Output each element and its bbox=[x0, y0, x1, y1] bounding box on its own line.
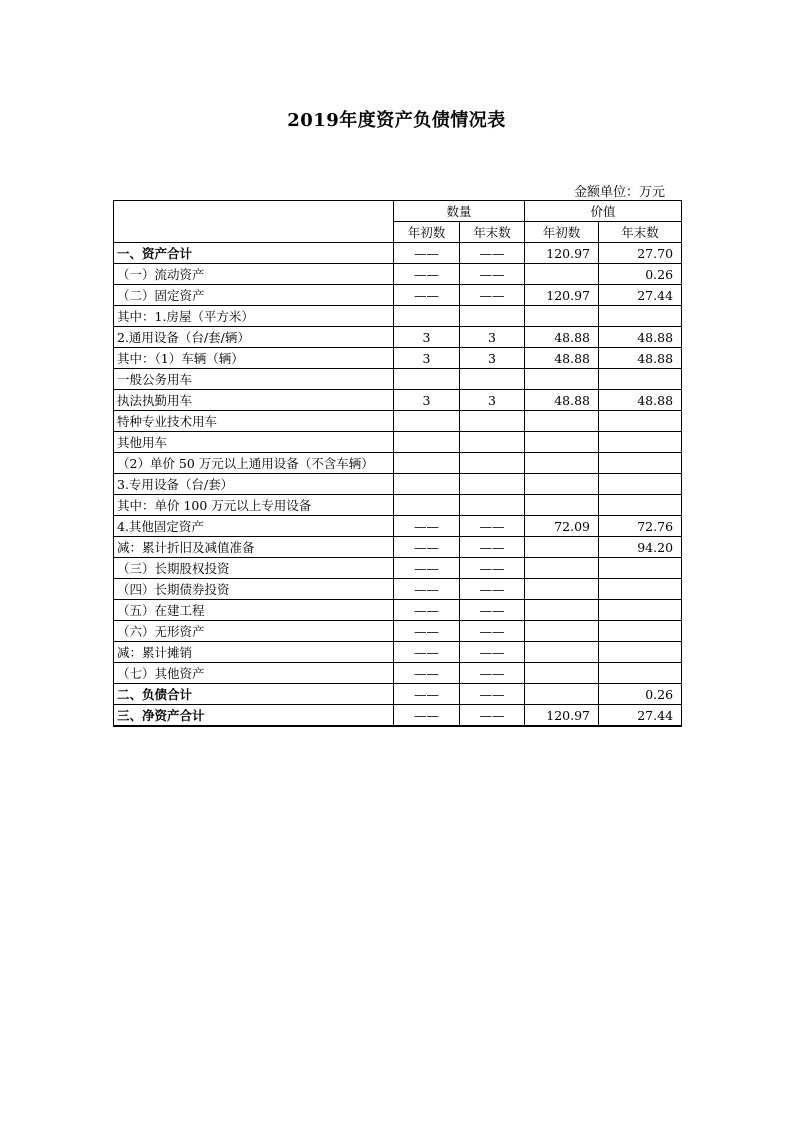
balance-sheet-table bbox=[113, 200, 682, 727]
table-row bbox=[114, 684, 682, 705]
val-end-cell bbox=[599, 495, 682, 516]
row-label: （四）长期债券投资 bbox=[114, 579, 394, 600]
val-end-cell bbox=[599, 369, 682, 390]
qty-end-cell: —— bbox=[460, 558, 525, 579]
qty-end-cell: 3 bbox=[460, 327, 525, 348]
row-label: 3.专用设备（台/套） bbox=[114, 474, 394, 495]
page-title: 2019年度资产负债情况表 bbox=[287, 110, 506, 131]
table-row bbox=[114, 285, 682, 306]
val-end-cell: 72.76 bbox=[599, 516, 682, 537]
table-row bbox=[114, 642, 682, 663]
val-end-cell: 94.20 bbox=[599, 537, 682, 558]
qty-end-cell: —— bbox=[460, 642, 525, 663]
val-begin-cell: 120.97 bbox=[525, 285, 599, 306]
header-blank-cell bbox=[114, 201, 394, 243]
row-label: 4.其他固定资产 bbox=[114, 516, 394, 537]
val-begin-cell bbox=[525, 411, 599, 432]
row-label: 减：累计摊销 bbox=[114, 642, 394, 663]
table-row bbox=[114, 705, 682, 727]
val-end-cell bbox=[599, 579, 682, 600]
qty-begin-cell bbox=[394, 495, 460, 516]
table-row bbox=[114, 243, 682, 264]
unit-label: 金额单位：万元 bbox=[573, 185, 665, 200]
table-row bbox=[114, 390, 682, 411]
table-row bbox=[114, 264, 682, 285]
val-end-cell bbox=[599, 642, 682, 663]
val-end-cell: 0.26 bbox=[599, 264, 682, 285]
table-row bbox=[114, 495, 682, 516]
val-begin-cell bbox=[525, 684, 599, 705]
table-row bbox=[114, 516, 682, 537]
header-qty-begin: 年初数 bbox=[394, 222, 460, 243]
val-begin-cell bbox=[525, 642, 599, 663]
qty-end-cell: —— bbox=[460, 537, 525, 558]
val-end-cell bbox=[599, 558, 682, 579]
val-begin-cell: 120.97 bbox=[525, 705, 599, 727]
row-label: 三、净资产合计 bbox=[114, 705, 394, 727]
table-row bbox=[114, 411, 682, 432]
qty-end-cell bbox=[460, 369, 525, 390]
qty-begin-cell: —— bbox=[394, 663, 460, 684]
row-label: 减：累计折旧及减值准备 bbox=[114, 537, 394, 558]
val-end-cell: 48.88 bbox=[599, 390, 682, 411]
qty-end-cell: —— bbox=[460, 516, 525, 537]
header-qty-end: 年末数 bbox=[460, 222, 525, 243]
qty-begin-cell: —— bbox=[394, 600, 460, 621]
row-label: （五）在建工程 bbox=[114, 600, 394, 621]
val-begin-cell bbox=[525, 558, 599, 579]
val-end-cell bbox=[599, 432, 682, 453]
row-label: 2.通用设备（台/套/辆） bbox=[114, 327, 394, 348]
row-label: 一、资产合计 bbox=[114, 243, 394, 264]
val-begin-cell bbox=[525, 432, 599, 453]
row-label: 其他用车 bbox=[114, 432, 394, 453]
qty-end-cell: 3 bbox=[460, 348, 525, 369]
table-row bbox=[114, 579, 682, 600]
val-end-cell bbox=[599, 411, 682, 432]
val-begin-cell: 72.09 bbox=[525, 516, 599, 537]
qty-begin-cell bbox=[394, 453, 460, 474]
table-row bbox=[114, 306, 682, 327]
val-begin-cell bbox=[525, 537, 599, 558]
table-row bbox=[114, 432, 682, 453]
qty-begin-cell: —— bbox=[394, 642, 460, 663]
val-end-cell bbox=[599, 453, 682, 474]
val-begin-cell bbox=[525, 663, 599, 684]
table-row bbox=[114, 474, 682, 495]
row-label: 其中：1.房屋（平方米） bbox=[114, 306, 394, 327]
val-begin-cell bbox=[525, 306, 599, 327]
qty-end-cell bbox=[460, 495, 525, 516]
qty-end-cell bbox=[460, 474, 525, 495]
val-begin-cell bbox=[525, 600, 599, 621]
qty-begin-cell: —— bbox=[394, 537, 460, 558]
val-begin-cell: 48.88 bbox=[525, 348, 599, 369]
val-begin-cell: 48.88 bbox=[525, 390, 599, 411]
row-label: （2）单价 50 万元以上通用设备（不含车辆） bbox=[114, 453, 394, 474]
val-begin-cell: 120.97 bbox=[525, 243, 599, 264]
row-label: 其中：（1）车辆（辆） bbox=[114, 348, 394, 369]
qty-begin-cell: —— bbox=[394, 579, 460, 600]
val-begin-cell bbox=[525, 474, 599, 495]
table-header-row bbox=[114, 201, 682, 222]
qty-end-cell: —— bbox=[460, 684, 525, 705]
table-row bbox=[114, 621, 682, 642]
row-label: （七）其他资产 bbox=[114, 663, 394, 684]
qty-end-cell: —— bbox=[460, 243, 525, 264]
qty-begin-cell: —— bbox=[394, 558, 460, 579]
val-end-cell bbox=[599, 474, 682, 495]
val-end-cell: 27.44 bbox=[599, 285, 682, 306]
qty-begin-cell: —— bbox=[394, 705, 460, 727]
qty-begin-cell bbox=[394, 411, 460, 432]
qty-end-cell bbox=[460, 432, 525, 453]
qty-begin-cell: —— bbox=[394, 243, 460, 264]
row-label: 执法执勤用车 bbox=[114, 390, 394, 411]
qty-end-cell: —— bbox=[460, 285, 525, 306]
qty-end-cell: 3 bbox=[460, 390, 525, 411]
header-value: 价值 bbox=[525, 201, 682, 222]
qty-begin-cell: —— bbox=[394, 516, 460, 537]
val-begin-cell bbox=[525, 369, 599, 390]
qty-end-cell: —— bbox=[460, 621, 525, 642]
val-end-cell: 27.44 bbox=[599, 705, 682, 727]
val-begin-cell bbox=[525, 495, 599, 516]
val-end-cell: 48.88 bbox=[599, 348, 682, 369]
row-label: （二）固定资产 bbox=[114, 285, 394, 306]
val-end-cell: 48.88 bbox=[599, 327, 682, 348]
header-val-begin: 年初数 bbox=[525, 222, 599, 243]
table-row bbox=[114, 600, 682, 621]
qty-begin-cell: —— bbox=[394, 621, 460, 642]
header-quantity: 数量 bbox=[394, 201, 525, 222]
qty-end-cell: —— bbox=[460, 663, 525, 684]
val-begin-cell bbox=[525, 579, 599, 600]
qty-begin-cell: —— bbox=[394, 684, 460, 705]
val-begin-cell: 48.88 bbox=[525, 327, 599, 348]
val-end-cell: 27.70 bbox=[599, 243, 682, 264]
qty-begin-cell: 3 bbox=[394, 327, 460, 348]
qty-end-cell: —— bbox=[460, 600, 525, 621]
val-end-cell bbox=[599, 306, 682, 327]
row-label: 一般公务用车 bbox=[114, 369, 394, 390]
qty-end-cell: —— bbox=[460, 705, 525, 727]
qty-begin-cell bbox=[394, 432, 460, 453]
val-end-cell bbox=[599, 663, 682, 684]
table-row bbox=[114, 537, 682, 558]
qty-end-cell bbox=[460, 306, 525, 327]
row-label: （六）无形资产 bbox=[114, 621, 394, 642]
val-begin-cell bbox=[525, 621, 599, 642]
val-end-cell bbox=[599, 621, 682, 642]
qty-end-cell: —— bbox=[460, 579, 525, 600]
qty-begin-cell: —— bbox=[394, 285, 460, 306]
val-end-cell bbox=[599, 600, 682, 621]
table-row bbox=[114, 369, 682, 390]
qty-end-cell: —— bbox=[460, 264, 525, 285]
val-begin-cell bbox=[525, 264, 599, 285]
table-row bbox=[114, 453, 682, 474]
qty-begin-cell: 3 bbox=[394, 348, 460, 369]
table-row bbox=[114, 327, 682, 348]
qty-end-cell bbox=[460, 411, 525, 432]
qty-begin-cell bbox=[394, 369, 460, 390]
row-label: 二、负债合计 bbox=[114, 684, 394, 705]
qty-begin-cell bbox=[394, 474, 460, 495]
table-row bbox=[114, 348, 682, 369]
row-label: （三）长期股权投资 bbox=[114, 558, 394, 579]
row-label: （一）流动资产 bbox=[114, 264, 394, 285]
header-val-end: 年末数 bbox=[599, 222, 682, 243]
row-label: 其中：单价 100 万元以上专用设备 bbox=[114, 495, 394, 516]
qty-end-cell bbox=[460, 453, 525, 474]
table-row bbox=[114, 558, 682, 579]
val-begin-cell bbox=[525, 453, 599, 474]
val-end-cell: 0.26 bbox=[599, 684, 682, 705]
qty-begin-cell: 3 bbox=[394, 390, 460, 411]
qty-begin-cell bbox=[394, 306, 460, 327]
table-row bbox=[114, 663, 682, 684]
qty-begin-cell: —— bbox=[394, 264, 460, 285]
row-label: 特种专业技术用车 bbox=[114, 411, 394, 432]
